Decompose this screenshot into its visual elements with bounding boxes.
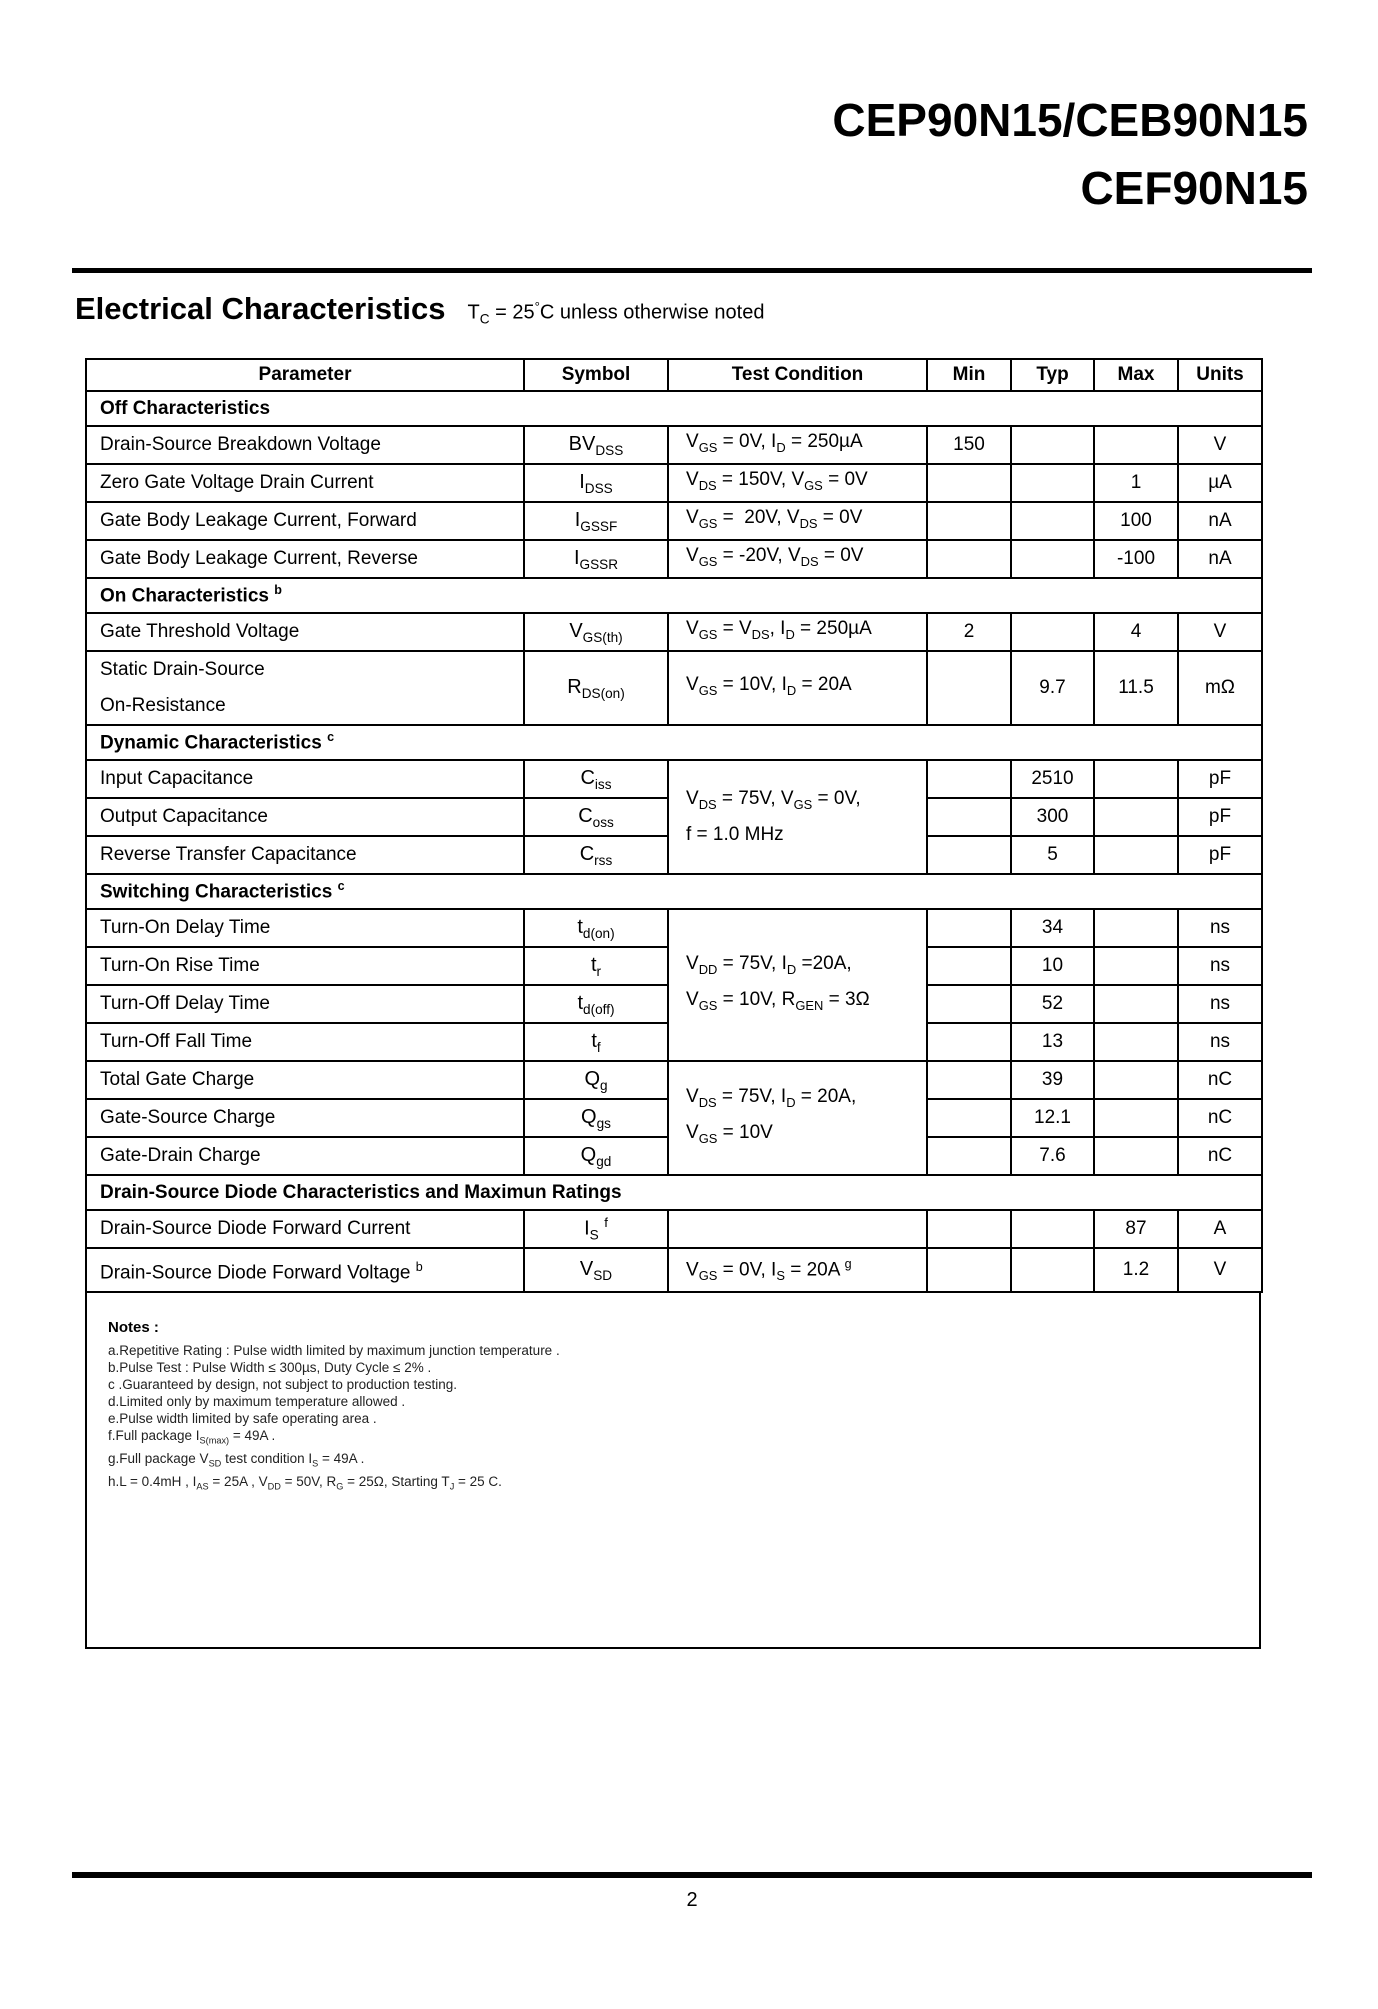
typ-cell: 2510	[1011, 760, 1094, 798]
cond-cell: $V_{GS} = 20V$, $V_{DS} = 0V$	[668, 502, 927, 540]
typ-cell: 7.6	[1011, 1137, 1094, 1175]
note-line-h: h.L = 0.4mH , $I_{AS} = 25A$ , $V_{DD} = 50V$, $R_G = 25\Omega$, Starting $T_J = 25$ C.	[108, 1473, 502, 1492]
units-cell: nC	[1178, 1099, 1262, 1137]
min-cell	[927, 985, 1011, 1023]
section-label: On Characteristics $^b$	[86, 578, 1262, 613]
symbol-cell: $I_{GSSF}$	[524, 502, 668, 540]
table-row	[86, 464, 1262, 502]
symbol-cell: $I_{GSSR}$	[524, 540, 668, 578]
table-row	[86, 760, 1262, 798]
symbol-cell: $t_f$	[524, 1023, 668, 1061]
notes-label: Notes :	[108, 1319, 159, 1337]
min-cell: 150	[927, 426, 1011, 464]
min-cell	[927, 798, 1011, 836]
units-cell: V	[1178, 613, 1262, 651]
section-heading-condition: $T_C = 25^\circ C$ unless otherwise noted	[467, 299, 765, 327]
max-cell: 4	[1094, 613, 1178, 651]
symbol-cell: $R_{DS(on)}$	[524, 651, 668, 725]
param-cell: Static Drain-Source On-Resistance	[86, 651, 524, 725]
max-cell	[1094, 798, 1178, 836]
param-cell: Total Gate Charge	[86, 1061, 524, 1099]
note-line-f: f.Full package $I_{S(max)} = 49A$ .	[108, 1428, 276, 1447]
cond-cell: $V_{DS} = 150V$, $V_{GS} = 0V$	[668, 464, 927, 502]
units-cell: ns	[1178, 909, 1262, 947]
note-line-e: e.Pulse width limited by safe operating area .	[108, 1411, 377, 1427]
typ-cell: 10	[1011, 947, 1094, 985]
param-cell: Gate Threshold Voltage	[86, 613, 524, 651]
cond-cell: $V_{GS} = 0V$, $I_S = 20A$ $^g$	[668, 1248, 927, 1292]
param-cell: Turn-Off Fall Time	[86, 1023, 524, 1061]
typ-cell: 300	[1011, 798, 1094, 836]
max-cell	[1094, 1061, 1178, 1099]
units-cell: ns	[1178, 947, 1262, 985]
max-cell	[1094, 909, 1178, 947]
electrical-characteristics-table	[85, 358, 1263, 1293]
symbol-cell: $C_{rss}$	[524, 836, 668, 874]
section-row-diode-characteristics	[86, 1175, 1262, 1210]
cond-cell: $V_{GS} = -20V$, $V_{DS} = 0V$	[668, 540, 927, 578]
col-header-test-condition: Test Condition	[668, 359, 927, 391]
col-header-typ: Typ	[1011, 359, 1094, 391]
units-cell: nA	[1178, 502, 1262, 540]
table-row	[86, 426, 1262, 464]
typ-cell: 9.7	[1011, 651, 1094, 725]
section-label: Switching Characteristics $^c$	[86, 874, 1262, 909]
max-cell	[1094, 426, 1178, 464]
section-row-switching-characteristics	[86, 874, 1262, 909]
typ-cell	[1011, 1248, 1094, 1292]
units-cell: A	[1178, 1210, 1262, 1248]
param-cell: Turn-Off Delay Time	[86, 985, 524, 1023]
col-header-max: Max	[1094, 359, 1178, 391]
param-cell: Drain-Source Breakdown Voltage	[86, 426, 524, 464]
table-row	[86, 651, 1262, 725]
symbol-cell: $t_{d(on)}$	[524, 909, 668, 947]
min-cell	[927, 1137, 1011, 1175]
max-cell	[1094, 760, 1178, 798]
units-cell: pF	[1178, 798, 1262, 836]
units-cell: nC	[1178, 1061, 1262, 1099]
units-cell: V	[1178, 1248, 1262, 1292]
typ-cell: 39	[1011, 1061, 1094, 1099]
section-label: Dynamic Characteristics $^c$	[86, 725, 1262, 760]
min-cell	[927, 760, 1011, 798]
section-row-dynamic-characteristics	[86, 725, 1262, 760]
note-line-c: c .Guaranteed by design, not subject to production testing.	[108, 1377, 457, 1393]
max-cell: 11.5	[1094, 651, 1178, 725]
min-cell	[927, 651, 1011, 725]
footer-divider-rule	[72, 1872, 1312, 1878]
section-label: Off Characteristics	[86, 391, 1262, 426]
max-cell: 1.2	[1094, 1248, 1178, 1292]
symbol-cell: $Q_{gs}$	[524, 1099, 668, 1137]
cond-cell-merged: $V_{DD} = 75V$, $I_D =20A$, $V_{GS} = 10V$, $R_{GEN} = 3\Omega$	[668, 909, 927, 1061]
param-cell: Reverse Transfer Capacitance	[86, 836, 524, 874]
symbol-cell: $Q_{gd}$	[524, 1137, 668, 1175]
document-title	[832, 86, 1308, 222]
symbol-cell: $C_{iss}$	[524, 760, 668, 798]
table-row	[86, 1248, 1262, 1292]
param-cell: Gate Body Leakage Current, Reverse	[86, 540, 524, 578]
note-line-g: g.Full package $V_{SD}$ test condition $I_S = 49A$ .	[108, 1451, 365, 1469]
section-label: Drain-Source Diode Characteristics and Maximun Ratings	[86, 1175, 1262, 1210]
title-divider-rule	[72, 268, 1312, 273]
typ-cell	[1011, 502, 1094, 540]
note-line-b: b.Pulse Test : Pulse Width ≤ 300µs, Duty Cycle ≤ 2% .	[108, 1360, 432, 1376]
typ-cell: 52	[1011, 985, 1094, 1023]
typ-cell	[1011, 464, 1094, 502]
min-cell	[927, 947, 1011, 985]
param-cell: Turn-On Rise Time	[86, 947, 524, 985]
min-cell	[927, 540, 1011, 578]
units-cell: nA	[1178, 540, 1262, 578]
note-line-d: d.Limited only by maximum temperature allowed .	[108, 1394, 406, 1410]
param-cell: Zero Gate Voltage Drain Current	[86, 464, 524, 502]
units-cell: nC	[1178, 1137, 1262, 1175]
param-cell: Gate-Source Charge	[86, 1099, 524, 1137]
table-row	[86, 909, 1262, 947]
page-number: 2	[686, 1889, 698, 1911]
table-header-row	[86, 359, 1262, 391]
typ-cell	[1011, 426, 1094, 464]
units-cell: pF	[1178, 760, 1262, 798]
param-cell: Gate-Drain Charge	[86, 1137, 524, 1175]
symbol-cell: $t_{d(off)}$	[524, 985, 668, 1023]
typ-cell: 13	[1011, 1023, 1094, 1061]
typ-cell	[1011, 1210, 1094, 1248]
table-row	[86, 1210, 1262, 1248]
max-cell: 1	[1094, 464, 1178, 502]
max-cell	[1094, 985, 1178, 1023]
cond-cell: $V_{GS} = 10V$, $I_D = 20A$	[668, 651, 927, 725]
col-header-units: Units	[1178, 359, 1262, 391]
table-row	[86, 502, 1262, 540]
symbol-cell: $I_S$ $^f$	[524, 1210, 668, 1248]
symbol-cell: $I_{DSS}$	[524, 464, 668, 502]
symbol-cell: $C_{oss}$	[524, 798, 668, 836]
param-cell: Drain-Source Diode Forward Voltage $^b$	[86, 1248, 524, 1292]
symbol-cell: $V_{SD}$	[524, 1248, 668, 1292]
param-cell: Output Capacitance	[86, 798, 524, 836]
max-cell: 100	[1094, 502, 1178, 540]
min-cell	[927, 1248, 1011, 1292]
min-cell	[927, 1023, 1011, 1061]
min-cell	[927, 1061, 1011, 1099]
electrical-characteristics-table-wrap	[85, 358, 1261, 1649]
param-cell: Drain-Source Diode Forward Current	[86, 1210, 524, 1248]
max-cell	[1094, 1137, 1178, 1175]
col-header-min: Min	[927, 359, 1011, 391]
max-cell: -100	[1094, 540, 1178, 578]
units-cell: µA	[1178, 464, 1262, 502]
param-cell: Gate Body Leakage Current, Forward	[86, 502, 524, 540]
notes-box	[85, 1293, 1261, 1649]
cond-cell	[668, 1210, 927, 1248]
table-row	[86, 1061, 1262, 1099]
typ-cell	[1011, 613, 1094, 651]
symbol-cell: $BV_{DSS}$	[524, 426, 668, 464]
section-heading	[75, 291, 764, 327]
document-title-line1: CEP90N15/CEB90N15	[832, 94, 1308, 146]
cond-cell: $V_{GS} = V_{DS}$, $I_D = 250\mu A$	[668, 613, 927, 651]
max-cell: 87	[1094, 1210, 1178, 1248]
min-cell	[927, 464, 1011, 502]
max-cell	[1094, 1099, 1178, 1137]
param-cell: Input Capacitance	[86, 760, 524, 798]
section-heading-title: Electrical Characteristics	[75, 291, 446, 326]
symbol-cell: $Q_g$	[524, 1061, 668, 1099]
col-header-symbol: Symbol	[524, 359, 668, 391]
symbol-cell: $V_{GS(th)}$	[524, 613, 668, 651]
symbol-cell: $t_r$	[524, 947, 668, 985]
typ-cell: 5	[1011, 836, 1094, 874]
table-row	[86, 613, 1262, 651]
max-cell	[1094, 947, 1178, 985]
min-cell: 2	[927, 613, 1011, 651]
min-cell	[927, 836, 1011, 874]
note-line-a: a.Repetitive Rating : Pulse width limited by maximum junction temperature .	[108, 1343, 560, 1359]
table-row	[86, 540, 1262, 578]
typ-cell	[1011, 540, 1094, 578]
min-cell	[927, 502, 1011, 540]
cond-cell-merged: $V_{DS} = 75V$, $V_{GS} = 0V$, f = 1.0 MHz	[668, 760, 927, 874]
units-cell: mΩ	[1178, 651, 1262, 725]
units-cell: pF	[1178, 836, 1262, 874]
units-cell: ns	[1178, 1023, 1262, 1061]
document-title-line2: CEF90N15	[1080, 162, 1308, 214]
param-cell: Turn-On Delay Time	[86, 909, 524, 947]
cond-cell-merged: $V_{DS} = 75V$, $I_D = 20A$, $V_{GS} = 10V$	[668, 1061, 927, 1175]
min-cell	[927, 909, 1011, 947]
max-cell	[1094, 1023, 1178, 1061]
typ-cell: 34	[1011, 909, 1094, 947]
cond-cell: $V_{GS} = 0V$, $I_D = 250\mu A$	[668, 426, 927, 464]
min-cell	[927, 1099, 1011, 1137]
section-row-on-characteristics	[86, 578, 1262, 613]
units-cell: V	[1178, 426, 1262, 464]
max-cell	[1094, 836, 1178, 874]
units-cell: ns	[1178, 985, 1262, 1023]
section-row-off-characteristics	[86, 391, 1262, 426]
col-header-parameter: Parameter	[86, 359, 524, 391]
typ-cell: 12.1	[1011, 1099, 1094, 1137]
min-cell	[927, 1210, 1011, 1248]
